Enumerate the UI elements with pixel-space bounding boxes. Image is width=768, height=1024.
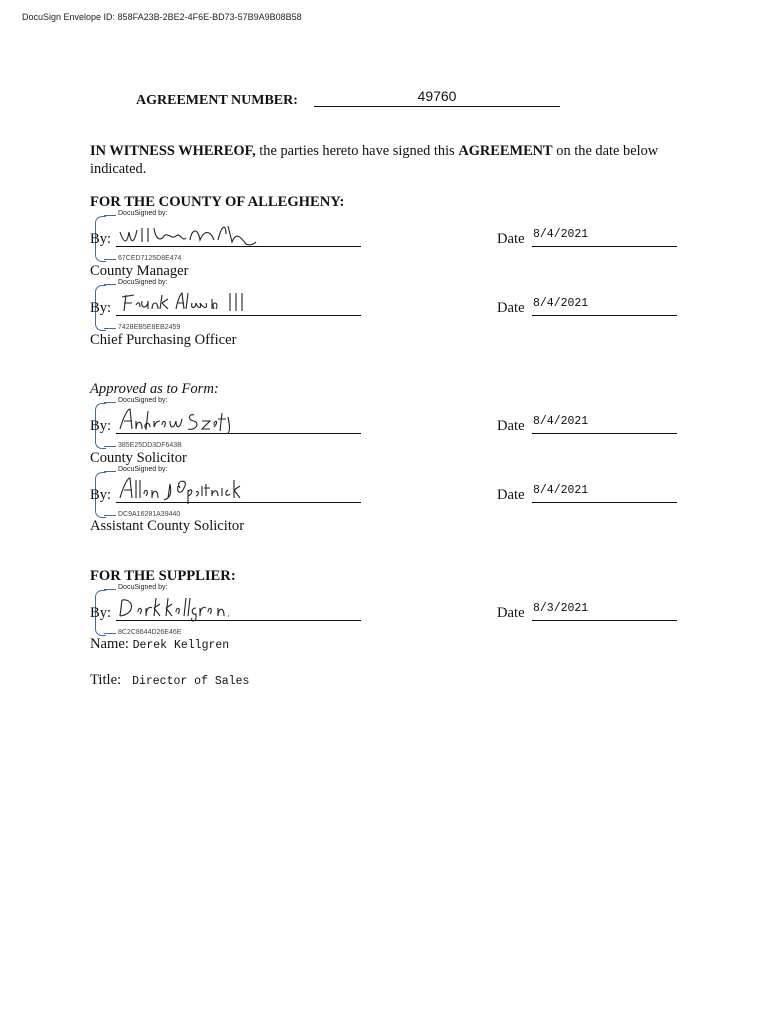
- county-heading: FOR THE COUNTY OF ALLEGHENY:: [90, 194, 345, 210]
- signature-line: [116, 246, 361, 247]
- bracket-tick-top: [104, 284, 116, 285]
- date-value: 8/4/2021: [533, 484, 589, 497]
- agreement-colon: :: [293, 93, 298, 108]
- signature-line: [116, 620, 361, 621]
- docusign-signature-id: 8C2C8644D26E46E: [118, 629, 182, 636]
- witness-text-2: on the date below indicated.: [90, 143, 659, 177]
- date-line: [532, 246, 677, 247]
- name-label: Name:: [90, 636, 129, 652]
- docusigned-by-label: DocuSigned by:: [118, 584, 168, 591]
- date-value: 8/4/2021: [533, 415, 589, 428]
- role-county-solicitor: County Solicitor: [90, 450, 187, 466]
- date-label: Date: [497, 487, 525, 503]
- date-value: 8/3/2021: [533, 602, 589, 615]
- date-label: Date: [497, 418, 525, 434]
- bracket-tick-bottom: [104, 633, 116, 634]
- supplier-heading: FOR THE SUPPLIER:: [90, 568, 236, 584]
- signature-derek-kellgren-icon: [118, 592, 258, 622]
- signature-frank-alessio-icon: [118, 287, 258, 317]
- date-label: Date: [497, 605, 525, 621]
- docusign-envelope-id: DocuSign Envelope ID: 858FA23B-2BE2-4F6E-BD73-57B9A9B08B58: [22, 12, 302, 22]
- date-line: [532, 620, 677, 621]
- by-label: By:: [90, 418, 112, 434]
- role-chief-purchasing-officer: Chief Purchasing Officer: [90, 332, 237, 348]
- docusigned-by-label: DocuSigned by:: [118, 210, 168, 217]
- role-county-manager: County Manager: [90, 263, 189, 279]
- docusigned-by-label: DocuSigned by:: [118, 466, 168, 473]
- bracket-tick-bottom: [104, 446, 116, 447]
- signature-block-chief-purchasing-officer: [90, 279, 690, 335]
- bracket-tick-top: [104, 402, 116, 403]
- bracket-tick-bottom: [104, 328, 116, 329]
- signature-block-county-manager: [90, 210, 690, 266]
- docusign-signature-id: 67CED7125D8E474: [118, 255, 182, 262]
- supplier-title-row: [90, 672, 249, 689]
- date-line: [532, 315, 677, 316]
- role-assistant-county-solicitor: Assistant County Solicitor: [90, 518, 245, 534]
- witness-text-1: the parties hereto have signed this: [255, 143, 459, 159]
- docusign-signature-id: 7428EB5E8EB2459: [118, 324, 181, 331]
- bracket-tick-top: [104, 589, 116, 590]
- supplier-title-value: Director of Sales: [132, 675, 250, 688]
- docusign-signature-id: 385E25DD3DF643B: [118, 442, 182, 449]
- witness-bold-agreement: AGREEMENT: [458, 143, 553, 159]
- approved-as-to-form-heading: Approved as to Form:: [90, 381, 219, 397]
- date-label: Date: [497, 300, 525, 316]
- docusigned-by-label: DocuSigned by:: [118, 279, 168, 286]
- agreement-number-line: [314, 106, 560, 107]
- agreement-label-text: AGREEMENT NUMBER: [136, 93, 294, 108]
- bracket-tick-bottom: [104, 515, 116, 516]
- signature-block-county-solicitor: [90, 397, 690, 453]
- docusign-signature-id: DC9A16281A39440: [118, 511, 181, 518]
- date-label: Date: [497, 231, 525, 247]
- by-label: By:: [90, 605, 112, 621]
- signature-line: [116, 502, 361, 503]
- supplier-name-value: Derek Kellgren: [132, 639, 230, 652]
- bracket-tick-bottom: [104, 259, 116, 260]
- bracket-tick-top: [104, 471, 116, 472]
- signature-block-supplier: [90, 584, 690, 640]
- date-line: [532, 502, 677, 503]
- by-label: By:: [90, 300, 112, 316]
- signature-allan-opsitnick-icon: [118, 474, 258, 504]
- docusigned-by-label: DocuSigned by:: [118, 397, 168, 404]
- by-label: By:: [90, 231, 112, 247]
- witness-paragraph: [90, 143, 670, 178]
- signature-line: [116, 433, 361, 434]
- date-line: [532, 433, 677, 434]
- signature-block-assistant-county-solicitor: [90, 466, 690, 522]
- agreement-number-value: 49760: [417, 88, 457, 104]
- title-label: Title:: [90, 672, 122, 688]
- date-value: 8/4/2021: [533, 297, 589, 310]
- signature-william-mckain-icon: [118, 218, 258, 248]
- bracket-tick-top: [104, 215, 116, 216]
- signature-andrew-szefi-icon: [118, 405, 258, 435]
- agreement-number-label: [136, 93, 298, 109]
- date-value: 8/4/2021: [533, 228, 589, 241]
- signature-line: [116, 315, 361, 316]
- by-label: By:: [90, 487, 112, 503]
- witness-bold-lead: IN WITNESS WHEREOF,: [90, 143, 256, 159]
- supplier-name-row: [90, 636, 229, 653]
